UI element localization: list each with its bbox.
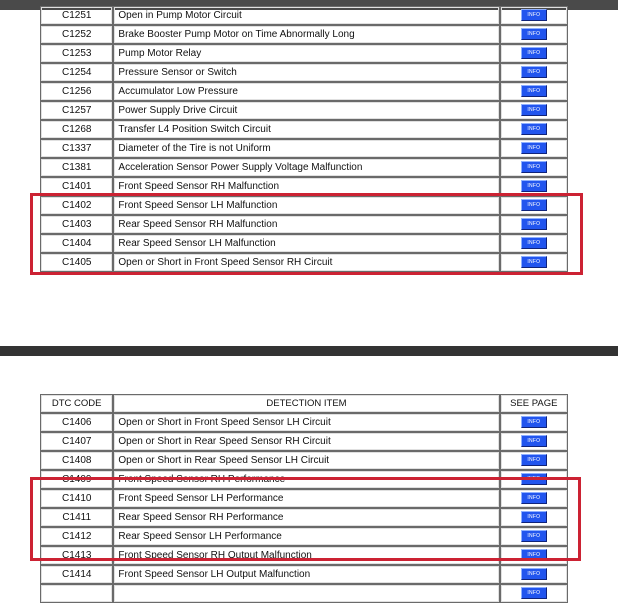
dtc-code-cell: C1410: [40, 489, 113, 508]
info-button[interactable]: INFO: [521, 47, 547, 59]
see-page-cell: [500, 215, 568, 234]
info-button[interactable]: INFO: [521, 435, 547, 447]
dtc-code-cell: C1407: [40, 432, 113, 451]
table-row: [40, 196, 568, 215]
detection-item-cell: [113, 584, 499, 603]
table-row: [40, 489, 568, 508]
info-button[interactable]: INFO: [521, 85, 547, 97]
dtc-table-header: [40, 394, 568, 413]
info-button[interactable]: INFO: [521, 66, 547, 78]
table-row: [40, 177, 568, 196]
detection-item-cell: Open or Short in Rear Speed Sensor RH Circuit: [113, 432, 499, 451]
info-button[interactable]: INFO: [521, 587, 547, 599]
table-row: [40, 584, 568, 603]
see-page-cell: [500, 451, 568, 470]
table-row: [40, 101, 568, 120]
dtc-table-lower-body: [40, 413, 568, 603]
table-row: [40, 215, 568, 234]
dtc-code-cell: C1252: [40, 25, 113, 44]
table-row: [40, 253, 568, 272]
info-button[interactable]: INFO: [521, 180, 547, 192]
info-button[interactable]: INFO: [521, 473, 547, 485]
detection-item-cell: Rear Speed Sensor RH Malfunction: [113, 215, 499, 234]
info-button[interactable]: INFO: [521, 530, 547, 542]
see-page-cell: [500, 413, 568, 432]
table-row: [40, 44, 568, 63]
table-row: [40, 139, 568, 158]
dtc-code-cell: C1412: [40, 527, 113, 546]
detection-item-cell: Open or Short in Rear Speed Sensor LH Circuit: [113, 451, 499, 470]
see-page-cell: [500, 82, 568, 101]
see-page-cell: [500, 101, 568, 120]
see-page-cell: [500, 6, 568, 25]
dtc-code-cell: C1414: [40, 565, 113, 584]
see-page-cell: [500, 508, 568, 527]
info-button[interactable]: INFO: [521, 237, 547, 249]
table-row: [40, 451, 568, 470]
dtc-code-cell: C1409: [40, 470, 113, 489]
see-page-cell: [500, 234, 568, 253]
detection-item-cell: Rear Speed Sensor LH Performance: [113, 527, 499, 546]
see-page-cell: [500, 489, 568, 508]
info-button[interactable]: INFO: [521, 123, 547, 135]
dtc-code-cell: C1408: [40, 451, 113, 470]
detection-item-cell: Front Speed Sensor LH Malfunction: [113, 196, 499, 215]
info-button[interactable]: INFO: [521, 28, 547, 40]
table-row: [40, 25, 568, 44]
see-page-cell: [500, 196, 568, 215]
info-button[interactable]: INFO: [521, 549, 547, 561]
dtc-code-cell: C1411: [40, 508, 113, 527]
table-row: [40, 565, 568, 584]
table-row: [40, 6, 568, 25]
detection-item-cell: Open or Short in Front Speed Sensor LH Circuit: [113, 413, 499, 432]
dtc-code-cell: C1381: [40, 158, 113, 177]
table-row: [40, 413, 568, 432]
detection-item-cell: Open or Short in Front Speed Sensor RH Circuit: [113, 253, 499, 272]
dtc-code-cell: C1337: [40, 139, 113, 158]
table-row: [40, 234, 568, 253]
info-button[interactable]: INFO: [521, 568, 547, 580]
info-button[interactable]: INFO: [521, 161, 547, 173]
table-row: [40, 527, 568, 546]
column-header-detection-item: DETECTION ITEM: [113, 394, 499, 413]
dtc-code-cell: C1405: [40, 253, 113, 272]
column-header-dtc-code: DTC CODE: [40, 394, 113, 413]
info-button[interactable]: INFO: [521, 199, 547, 211]
detection-item-cell: Accumulator Low Pressure: [113, 82, 499, 101]
info-button[interactable]: INFO: [521, 511, 547, 523]
detection-item-cell: Rear Speed Sensor RH Performance: [113, 508, 499, 527]
detection-item-cell: Front Speed Sensor LH Performance: [113, 489, 499, 508]
table-row: [40, 546, 568, 565]
detection-item-cell: Power Supply Drive Circuit: [113, 101, 499, 120]
table-row: [40, 158, 568, 177]
see-page-cell: [500, 432, 568, 451]
see-page-cell: [500, 44, 568, 63]
see-page-cell: [500, 63, 568, 82]
detection-item-cell: Pump Motor Relay: [113, 44, 499, 63]
dtc-code-cell: C1404: [40, 234, 113, 253]
dtc-code-cell: C1413: [40, 546, 113, 565]
detection-item-cell: Open in Pump Motor Circuit: [113, 6, 499, 25]
info-button[interactable]: INFO: [521, 142, 547, 154]
dtc-code-cell: C1401: [40, 177, 113, 196]
see-page-cell: [500, 120, 568, 139]
detection-item-cell: Brake Booster Pump Motor on Time Abnormally Long: [113, 25, 499, 44]
see-page-cell: [500, 25, 568, 44]
see-page-cell: [500, 565, 568, 584]
info-button[interactable]: INFO: [521, 104, 547, 116]
detection-item-cell: Rear Speed Sensor LH Malfunction: [113, 234, 499, 253]
table-row: [40, 63, 568, 82]
dtc-table-upper: [40, 6, 568, 272]
see-page-cell: [500, 253, 568, 272]
see-page-cell: [500, 527, 568, 546]
detection-item-cell: Front Speed Sensor RH Performance: [113, 470, 499, 489]
dtc-table-upper-body: [40, 6, 568, 272]
detection-item-cell: Diameter of the Tire is not Uniform: [113, 139, 499, 158]
table-row: [40, 120, 568, 139]
dtc-code-cell: C1251: [40, 6, 113, 25]
dtc-code-cell: C1256: [40, 82, 113, 101]
table-row: [40, 432, 568, 451]
header-row: [40, 394, 568, 413]
see-page-cell: [500, 139, 568, 158]
dtc-code-cell: C1268: [40, 120, 113, 139]
table-row: [40, 470, 568, 489]
table-row: [40, 508, 568, 527]
dtc-code-cell: C1254: [40, 63, 113, 82]
column-header-see-page: SEE PAGE: [500, 394, 568, 413]
info-button[interactable]: INFO: [521, 416, 547, 428]
detection-item-cell: Front Speed Sensor LH Output Malfunction: [113, 565, 499, 584]
see-page-cell: [500, 470, 568, 489]
info-button[interactable]: INFO: [521, 492, 547, 504]
page-divider: [0, 346, 618, 356]
dtc-code-cell: [40, 584, 113, 603]
see-page-cell: [500, 177, 568, 196]
dtc-code-cell: C1402: [40, 196, 113, 215]
detection-item-cell: Front Speed Sensor RH Output Malfunction: [113, 546, 499, 565]
see-page-cell: [500, 158, 568, 177]
info-button[interactable]: INFO: [521, 256, 547, 268]
info-button[interactable]: INFO: [521, 218, 547, 230]
see-page-cell: [500, 584, 568, 603]
detection-item-cell: Transfer L4 Position Switch Circuit: [113, 120, 499, 139]
info-button[interactable]: INFO: [521, 454, 547, 466]
table-row: [40, 82, 568, 101]
dtc-code-cell: C1403: [40, 215, 113, 234]
dtc-code-cell: C1253: [40, 44, 113, 63]
dtc-code-cell: C1257: [40, 101, 113, 120]
see-page-cell: [500, 546, 568, 565]
dtc-table-lower: [40, 394, 568, 603]
detection-item-cell: Acceleration Sensor Power Supply Voltage Malfunction: [113, 158, 499, 177]
detection-item-cell: Front Speed Sensor RH Malfunction: [113, 177, 499, 196]
info-button[interactable]: INFO: [521, 9, 547, 21]
dtc-code-cell: C1406: [40, 413, 113, 432]
detection-item-cell: Pressure Sensor or Switch: [113, 63, 499, 82]
